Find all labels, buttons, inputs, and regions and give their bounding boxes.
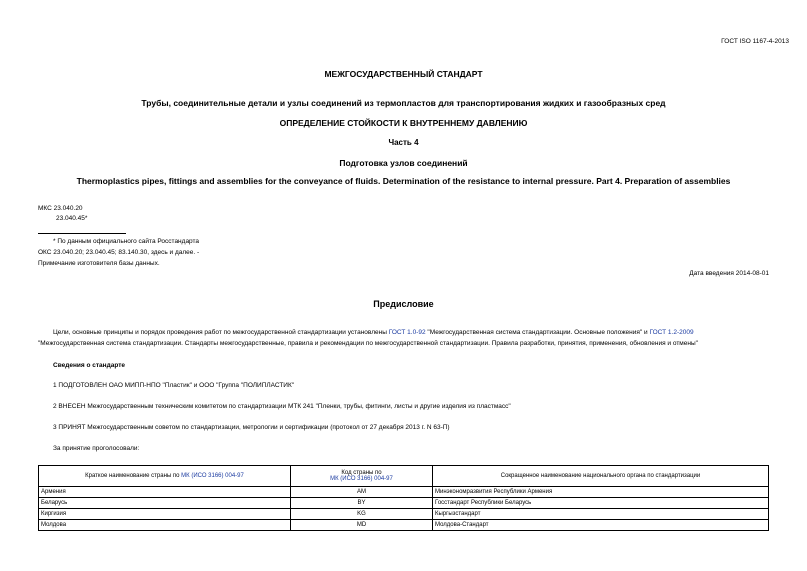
code-cell: AM <box>291 487 433 498</box>
table-header-row <box>39 466 769 487</box>
info-item-2: 2 ВНЕСЕН Межгосударственным техническим комитетом по стандартизации МТК 241 "Пленки, трубы, фитинги, листы и другие изделия из пластмасс" <box>53 403 511 410</box>
country-cell: Молдова <box>39 520 291 531</box>
country-cell: Армения <box>39 487 291 498</box>
header-standards-body: Сокращенное наименование национального органа по стандартизации <box>433 466 769 487</box>
preface-paragraph-line-2: "Межгосударственная система стандартизации. Стандарты межгосударственные, правила и рекомендации по межгосударственной стандартизации. Правила разработки, принятия, применения, обновления и отмены" <box>38 340 698 347</box>
footnote-line-2: ОКС 23.040.20; 23.040.45; 83.140.30, здесь и далее. - <box>38 249 200 256</box>
preface-text-mid: "Межгосударственная система стандартизации. Основные положения" и <box>425 329 650 336</box>
part-number: Часть 4 <box>388 138 419 147</box>
mk-iso-link-header-1[interactable]: МК (ИСО 3166) 004-97 <box>181 473 244 479</box>
body-cell: Кыргызстандарт <box>433 509 769 520</box>
mk-iso-link-header-2[interactable]: МК (ИСО 3166) 004-97 <box>330 476 393 482</box>
header-code-text: Код страны по <box>341 470 382 476</box>
footnote-divider <box>38 233 126 234</box>
header-country-code <box>291 466 433 487</box>
document-code: ГОСТ ISO 1167-4-2013 <box>721 38 789 45</box>
table-row <box>39 498 769 509</box>
header-country-name <box>39 466 291 487</box>
body-cell: Молдова-Стандарт <box>433 520 769 531</box>
table-row <box>39 520 769 531</box>
country-cell: Киргизия <box>39 509 291 520</box>
intro-date: Дата введения 2014-08-01 <box>689 270 769 277</box>
code-cell: KG <box>291 509 433 520</box>
title-en: Thermoplastics pipes, fittings and assemblies for the conveyance of fluids. Determination of the resistance to internal pressure. Part 4. Preparation of assemblies <box>76 176 731 186</box>
mks-code-1: МКС 23.040.20 <box>38 205 83 212</box>
preface-paragraph-line-1 <box>53 329 694 336</box>
voting-countries-table <box>38 465 769 531</box>
title-ru: Трубы, соединительные детали и узлы соединений из термопластов для транспортирования жидких и газообразных сред <box>141 98 666 108</box>
gost-1-2-2009-link[interactable]: ГОСТ 1.2-2009 <box>649 329 694 336</box>
gost-1-0-92-link[interactable]: ГОСТ 1.0-92 <box>388 329 426 336</box>
body-cell: Минэкономразвития Республики Армения <box>433 487 769 498</box>
footnote-line-3: Примечание изготовителя базы данных. <box>38 260 160 267</box>
preface-title: Предисловие <box>373 299 434 309</box>
part-title: Подготовка узлов соединений <box>339 158 468 168</box>
table-row <box>39 509 769 520</box>
subtitle-ru: ОПРЕДЕЛЕНИЕ СТОЙКОСТИ К ВНУТРЕННЕМУ ДАВЛЕНИЮ <box>279 118 528 128</box>
code-cell: MD <box>291 520 433 531</box>
mks-code-2: 23.040.45* <box>56 215 88 222</box>
info-item-3: 3 ПРИНЯТ Межгосударственным советом по стандартизации, метрологии и сертификации (протокол от 27 декабря 2013 г. N 63-П) <box>53 424 450 431</box>
standard-info-title: Сведения о стандарте <box>53 362 126 369</box>
preface-text-start: Цели, основные принципы и порядок проведения работ по межгосударственной стандартизации установлены <box>53 329 389 336</box>
code-cell: BY <box>291 498 433 509</box>
header-country-text: Краткое наименование страны по <box>85 473 182 479</box>
voted-label: За принятие проголосовали: <box>53 445 140 452</box>
info-item-1: 1 ПОДГОТОВЛЕН ОАО МИПП-НПО "Пластик" и ООО "Группа "ПОЛИПЛАСТИК" <box>53 382 295 389</box>
standard-type-heading: МЕЖГОСУДАРСТВЕННЫЙ СТАНДАРТ <box>324 69 483 79</box>
footnote-line-1: * По данным официального сайта Росстандарта <box>53 238 200 245</box>
body-cell: Госстандарт Республики Беларусь <box>433 498 769 509</box>
country-cell: Беларусь <box>39 498 291 509</box>
table-row <box>39 487 769 498</box>
